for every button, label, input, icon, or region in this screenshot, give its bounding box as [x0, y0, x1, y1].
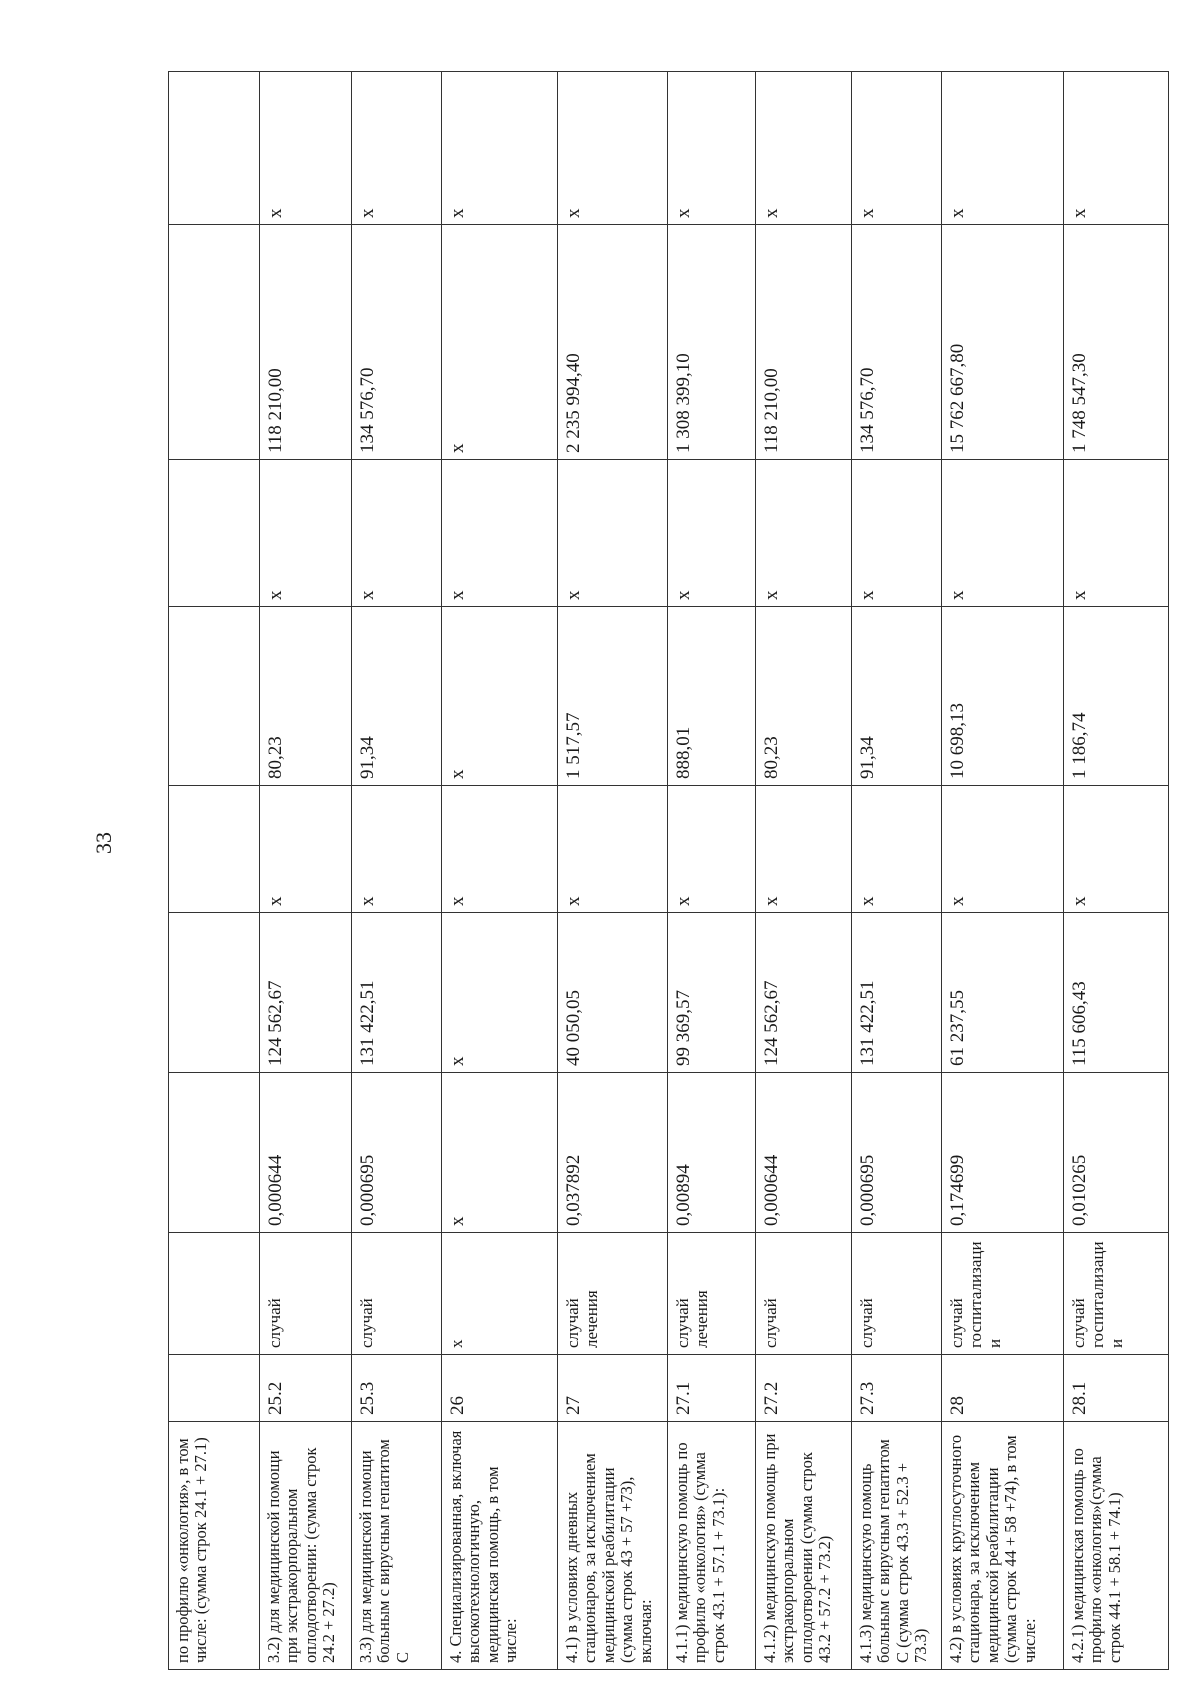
cell-indicator-name: 4.2.1) медицинская помощь по профилю «онкология»(сумма строк 44.1 + 58.1 + 74.1)	[1064, 1422, 1169, 1670]
cell-volume: 0,00894	[668, 1073, 756, 1233]
cell-x: х	[558, 460, 668, 607]
table-row	[352, 72, 442, 1670]
cell-indicator-name: 4.2) в условиях круглосуточного стационара, за исключением медицинской реабилитации (сумма строк 44 + 58 +74), в том числе:	[942, 1422, 1064, 1670]
cell-x: х	[852, 460, 942, 607]
cell-per-capita: 1 517,57	[558, 607, 668, 786]
cell-x: х	[668, 72, 756, 225]
cell-row-code: 27.1	[668, 1355, 756, 1422]
cell-indicator-name: 4.1.2) медицинскую помощь при экстракорпоральном оплодотворении (сумма строк 43.2 + 57.2 + 73.2)	[756, 1422, 852, 1670]
cell-indicator-name: 4.1.3) медицинскую помощь больным с вирусным гепатитом С (сумма строк 43.3 + 52.3 + 73.3)	[852, 1422, 942, 1670]
cell-row-code: 28	[942, 1355, 1064, 1422]
cell-x: х	[756, 72, 852, 225]
cell-volume: 0,037892	[558, 1073, 668, 1233]
cell-x: х	[558, 786, 668, 913]
cell-indicator-name: по профилю «онкология», в том числе: (сумма строк 24.1 + 27.1)	[169, 1422, 260, 1670]
cell-x: х	[1064, 460, 1169, 607]
cell-x: х	[852, 72, 942, 225]
cell-x: х	[1064, 72, 1169, 225]
cell-x	[169, 460, 260, 607]
cell-x: х	[352, 786, 442, 913]
cell-x: х	[756, 460, 852, 607]
cell-indicator-name: 4.1.1) медицинскую помощь по профилю «онкология» (сумма строк 43.1 + 57.1 + 73.1):	[668, 1422, 756, 1670]
cell-total: 1 308 399,10	[668, 225, 756, 460]
cell-per-capita: 10 698,13	[942, 607, 1064, 786]
cell-total: 15 762 667,80	[942, 225, 1064, 460]
cell-volume: х	[442, 1073, 558, 1233]
cell-row-code: 25.2	[260, 1355, 352, 1422]
cell-per-capita: 80,23	[756, 607, 852, 786]
cell-volume: 0,010265	[1064, 1073, 1169, 1233]
cell-row-code: 27.3	[852, 1355, 942, 1422]
cell-row-code: 27.2	[756, 1355, 852, 1422]
cell-unit	[169, 1233, 260, 1355]
table-row	[1064, 72, 1169, 1670]
cell-x: х	[942, 460, 1064, 607]
cell-total: х	[442, 225, 558, 460]
cell-x: х	[668, 460, 756, 607]
cell-total	[169, 225, 260, 460]
cell-volume	[169, 1073, 260, 1233]
cell-x: х	[260, 72, 352, 225]
cell-row-code: 26	[442, 1355, 558, 1422]
cell-unit: х	[442, 1233, 558, 1355]
cell-unit: случай	[260, 1233, 352, 1355]
cell-x: х	[442, 786, 558, 913]
cell-x: х	[942, 786, 1064, 913]
cell-x: х	[260, 460, 352, 607]
cell-x: х	[756, 786, 852, 913]
table-row	[558, 72, 668, 1670]
cell-indicator-name: 4.1) в условиях дневных стационаров, за исключением медицинской реабилитации (сумма строк 43 + 57 +73), включая:	[558, 1422, 668, 1670]
cell-unit-cost: 131 422,51	[352, 913, 442, 1073]
cell-unit: случай	[852, 1233, 942, 1355]
table-row	[668, 72, 756, 1670]
cell-unit-cost: 40 050,05	[558, 913, 668, 1073]
table-container	[168, 72, 1168, 1670]
cell-x: х	[558, 72, 668, 225]
cell-volume: 0,000644	[756, 1073, 852, 1233]
cell-unit: случай госпитализации	[1064, 1233, 1169, 1355]
cell-volume: 0,000644	[260, 1073, 352, 1233]
cell-unit: случай	[756, 1233, 852, 1355]
cell-unit: случай госпитализации	[942, 1233, 1064, 1355]
cell-per-capita: 888,01	[668, 607, 756, 786]
cell-x: х	[668, 786, 756, 913]
cell-total: 118 210,00	[260, 225, 352, 460]
cell-x: х	[852, 786, 942, 913]
cell-per-capita: 91,34	[852, 607, 942, 786]
table-row	[852, 72, 942, 1670]
cell-x: х	[442, 460, 558, 607]
table-row	[169, 72, 260, 1670]
cell-total: 2 235 994,40	[558, 225, 668, 460]
financing-table	[168, 71, 1169, 1670]
cell-per-capita: 91,34	[352, 607, 442, 786]
cell-x	[169, 72, 260, 225]
cell-unit-cost: 124 562,67	[260, 913, 352, 1073]
cell-x: х	[352, 460, 442, 607]
cell-unit-cost: 115 606,43	[1064, 913, 1169, 1073]
cell-volume: 0,000695	[352, 1073, 442, 1233]
table-row	[942, 72, 1064, 1670]
cell-row-code: 27	[558, 1355, 668, 1422]
cell-per-capita: 1 186,74	[1064, 607, 1169, 786]
cell-total: 134 576,70	[352, 225, 442, 460]
table-row	[756, 72, 852, 1670]
cell-x: х	[352, 72, 442, 225]
cell-x: х	[260, 786, 352, 913]
cell-unit-cost: 131 422,51	[852, 913, 942, 1073]
cell-indicator-name: 3.3) для медицинской помощи больным с вирусным гепатитом С	[352, 1422, 442, 1670]
cell-per-capita: х	[442, 607, 558, 786]
cell-x: х	[442, 72, 558, 225]
cell-unit-cost: х	[442, 913, 558, 1073]
cell-volume: 0,000695	[852, 1073, 942, 1233]
cell-indicator-name: 4. Специализированная, включая высокотехнологичную, медицинская помощь, в том числе:	[442, 1422, 558, 1670]
table-row	[260, 72, 352, 1670]
cell-unit: случай лечения	[558, 1233, 668, 1355]
table-row	[442, 72, 558, 1670]
cell-x: х	[942, 72, 1064, 225]
cell-unit-cost	[169, 913, 260, 1073]
cell-unit-cost: 99 369,57	[668, 913, 756, 1073]
page-number: 33	[91, 832, 116, 854]
cell-volume: 0,174699	[942, 1073, 1064, 1233]
cell-indicator-name: 3.2) для медицинской помощи при экстракорпоральном оплодотворении: (сумма строк 24.2 + 27.2)	[260, 1422, 352, 1670]
cell-row-code: 28.1	[1064, 1355, 1169, 1422]
cell-row-code	[169, 1355, 260, 1422]
cell-x	[169, 786, 260, 913]
cell-x: х	[1064, 786, 1169, 913]
cell-per-capita: 80,23	[260, 607, 352, 786]
cell-unit-cost: 124 562,67	[756, 913, 852, 1073]
cell-total: 1 748 547,30	[1064, 225, 1169, 460]
cell-unit: случай	[352, 1233, 442, 1355]
cell-unit: случай лечения	[668, 1233, 756, 1355]
cell-total: 134 576,70	[852, 225, 942, 460]
cell-unit-cost: 61 237,55	[942, 913, 1064, 1073]
cell-total: 118 210,00	[756, 225, 852, 460]
cell-row-code: 25.3	[352, 1355, 442, 1422]
cell-per-capita	[169, 607, 260, 786]
